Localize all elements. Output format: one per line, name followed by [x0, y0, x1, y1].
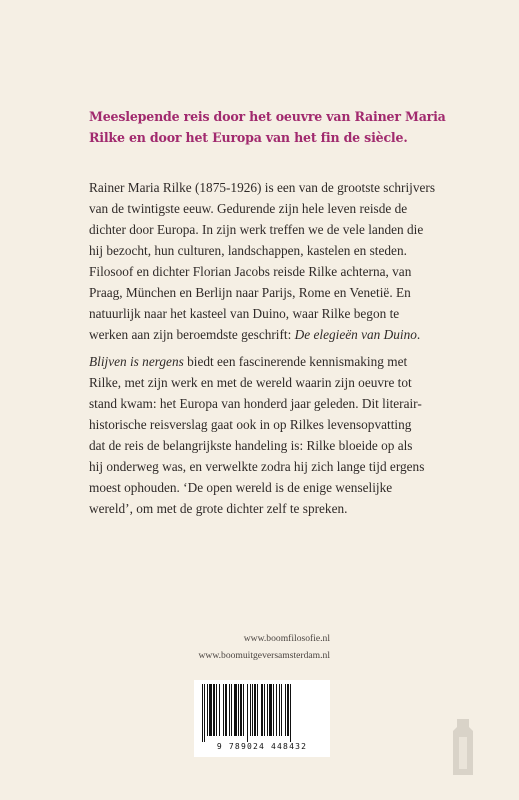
paragraph-2-line: hij onderweg was, en verwelkte zodra hij zich lange tijd ergens	[89, 459, 425, 474]
paragraph-2-first-line	[89, 351, 499, 372]
barcode-bar	[209, 684, 212, 736]
barcode-bar	[238, 684, 239, 736]
barcode-bar	[252, 684, 253, 736]
barcode-bar	[276, 684, 277, 736]
publisher-urls	[0, 630, 330, 664]
url-boomuitgevers[interactable]: www.boomuitgeversamsterdam.nl	[198, 650, 330, 661]
publisher-logo-icon	[451, 717, 475, 777]
barcode	[194, 680, 330, 757]
paragraph-2-line: wereld’, om met de grote dichter zelf te spreken.	[89, 501, 348, 516]
paragraph-1-line: Filosoof en dichter Florian Jacobs reisde Rilke achterna, van	[89, 264, 412, 279]
paragraph-2-line: stand kwam: het Europa van honderd jaar geleden. Dit literair-	[89, 396, 422, 411]
barcode-bar	[290, 684, 291, 742]
barcode-bar	[264, 684, 265, 736]
barcode-bar	[240, 684, 242, 736]
barcode-bar	[216, 684, 217, 736]
paragraph-2-line: moest ophouden. ‘De open wereld is de enige wenselijke	[89, 480, 393, 495]
barcode-bar	[204, 684, 205, 742]
paragraph-1-line: Rainer Maria Rilke (1875-1926) is een van de grootste schrijvers	[89, 180, 435, 195]
barcode-bar	[267, 684, 268, 736]
barcode-bar	[254, 684, 256, 736]
paragraph-1-last-suffix: .	[416, 327, 421, 342]
barcode-bar	[234, 684, 237, 736]
barcode-bar	[207, 684, 208, 736]
url-boomfilosofie[interactable]: www.boomfilosofie.nl	[243, 633, 330, 644]
book-title-elegies: De elegieën van Duino	[294, 327, 417, 342]
barcode-bar	[243, 684, 244, 736]
barcode-bar	[250, 684, 251, 736]
barcode-bar	[285, 684, 286, 736]
barcode-bar	[273, 684, 274, 736]
book-title-blijven: Blijven is nergens	[89, 354, 184, 369]
paragraph-2-line: dat de reis de belangrijkste handeling is: Rilke bloeide op als	[89, 438, 413, 453]
barcode-bar	[229, 684, 230, 736]
paragraph-1-last-line	[89, 324, 499, 345]
paragraph-1-line: dichter door Europa. In zijn werk treffen we de vele landen die	[89, 222, 424, 237]
paragraph-1-line: hij bezocht, hun culturen, landschappen, kastelen en steden.	[89, 243, 407, 258]
paragraph-1	[89, 177, 499, 345]
barcode-bar	[202, 684, 203, 742]
lead-line-2: Rilke en door het Europa van het fin de siècle.	[89, 130, 408, 145]
paragraph-2-first-rest: biedt een fascinerende kennismaking met	[183, 354, 408, 369]
barcode-bar	[231, 684, 232, 736]
lead-heading	[89, 106, 499, 148]
paragraph-1-line: natuurlijk naar het kasteel van Duino, waar Rilke begon te	[89, 306, 400, 321]
lead-line-1: Meeslepende reis door het oeuvre van Rainer Maria	[89, 109, 446, 124]
paragraph-1-last-prefix: werken aan zijn beroemdste geschrift:	[89, 327, 295, 342]
paragraph-2-line: historische reisverslag gaat ook in op Rilkes levensopvatting	[89, 417, 412, 432]
barcode-bar	[287, 684, 289, 736]
barcode-bar	[279, 684, 280, 736]
isbn-number: 9 789024 448432	[216, 742, 308, 751]
barcode-bar	[281, 684, 282, 736]
barcode-bar	[257, 684, 258, 736]
barcode-bars	[198, 684, 326, 742]
barcode-bar	[219, 684, 220, 736]
paragraph-2-line: Rilke, met zijn werk en met de wereld waarin zijn oeuvre tot	[89, 375, 412, 390]
barcode-bar	[247, 684, 248, 742]
barcode-bar	[269, 684, 272, 736]
barcode-bar	[261, 684, 263, 736]
barcode-bar	[213, 684, 215, 736]
paragraph-1-line: Praag, München en Berlijn naar Parijs, Rome en Venetië. En	[89, 285, 411, 300]
paragraph-1-line: van de twintigste eeuw. Gedurende zijn hele leven reisde de	[89, 201, 408, 216]
barcode-bar	[225, 684, 227, 736]
paragraph-2	[89, 351, 499, 519]
barcode-bar	[223, 684, 224, 736]
